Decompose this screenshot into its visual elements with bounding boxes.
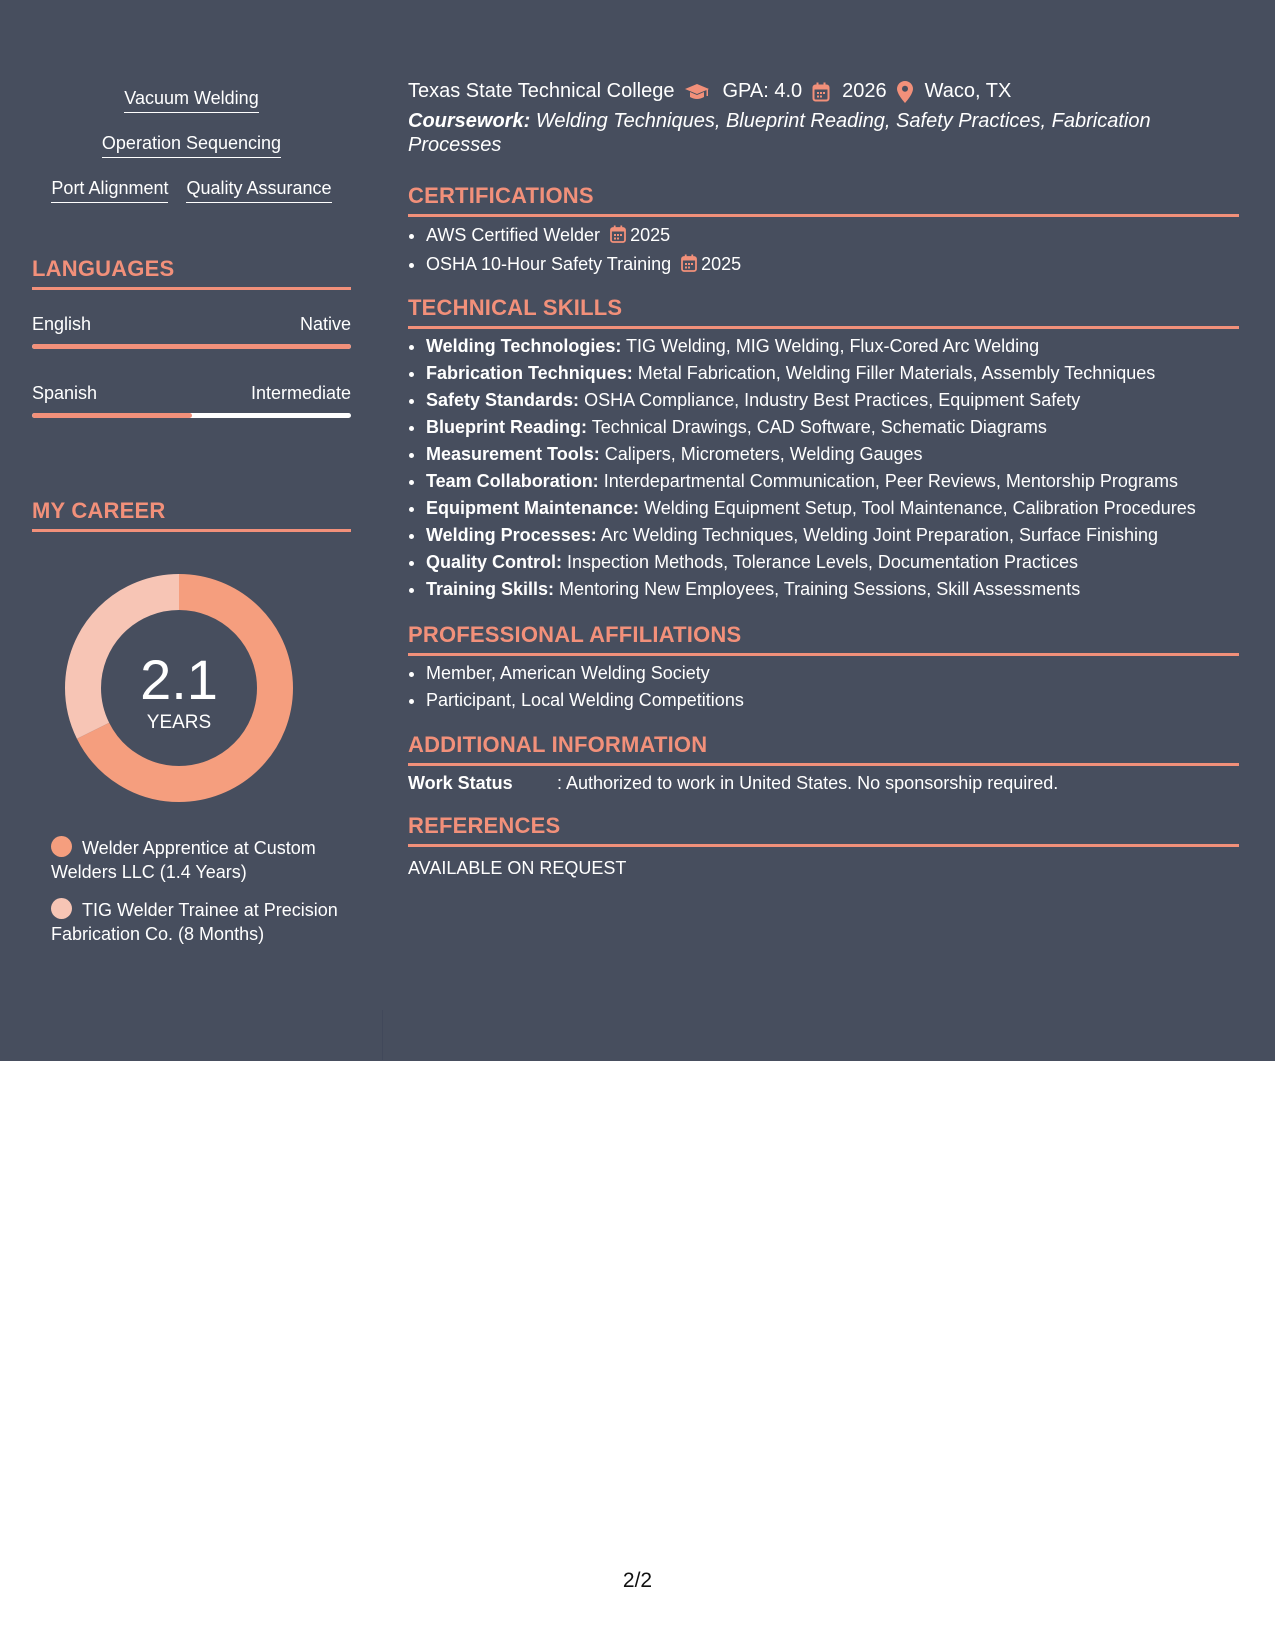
affiliations-title: PROFESSIONAL AFFILIATIONS [408, 622, 1239, 656]
legend-label: TIG Welder Trainee at Precision Fabrication Co. (8 Months) [51, 900, 338, 944]
language-bar-fill [32, 413, 192, 418]
list-item [426, 333, 1239, 360]
skill-label: Welding Technologies: [426, 336, 622, 356]
work-status-label: Work Status [408, 773, 513, 793]
skill-tag: Operation Sequencing [102, 133, 281, 158]
affiliations-list [408, 660, 1239, 714]
certification-name: OSHA 10-Hour Safety Training [426, 254, 672, 274]
list-item: • Participant, Local Welding Competitions [426, 687, 1239, 714]
skills-row [32, 133, 351, 158]
list-item [426, 222, 1239, 251]
skill-value: Inspection Methods, Tolerance Levels, Documentation Practices [567, 552, 1078, 572]
legend-dot [51, 898, 72, 919]
column-divider [382, 1010, 383, 1060]
certification-year: 2025 [701, 254, 742, 274]
certification-name: AWS Certified Welder [426, 225, 601, 245]
certifications-list [408, 222, 1239, 280]
gpa: GPA: 4.0 [722, 80, 803, 102]
legend-dot [51, 836, 72, 857]
list-item [426, 495, 1239, 522]
skills-row [32, 178, 351, 203]
list-item [426, 251, 1239, 280]
education-line [408, 80, 1239, 103]
career-legend [51, 836, 351, 960]
skill-value: OSHA Compliance, Industry Best Practices, Equipment Safety [584, 390, 1081, 410]
education-block [408, 80, 1239, 157]
skill-label: Measurement Tools: [426, 444, 600, 464]
skill-label: Blueprint Reading: [426, 417, 587, 437]
calendar-icon [681, 253, 697, 280]
language-spanish [32, 383, 351, 418]
skill-value: Calipers, Micrometers, Welding Gauges [604, 444, 923, 464]
technical-skills-list [408, 333, 1239, 603]
languages-title: LANGUAGES [32, 256, 351, 290]
calendar-icon [812, 82, 830, 102]
additional-info-title: ADDITIONAL INFORMATION [408, 732, 1239, 766]
skill-value: Technical Drawings, CAD Software, Schematic Diagrams [591, 417, 1047, 437]
language-name: English [32, 314, 92, 334]
list-item [426, 360, 1239, 387]
work-status [408, 773, 1239, 794]
skill-label: Fabrication Techniques: [426, 363, 633, 383]
legend-item [51, 898, 351, 946]
skill-value: TIG Welding, MIG Welding, Flux-Cored Arc Welding [626, 336, 1040, 356]
language-level: Intermediate [250, 383, 351, 403]
skill-label: Welding Processes: [426, 525, 597, 545]
certification-year: 2025 [630, 225, 671, 245]
language-level: Native [299, 314, 351, 334]
skill-value: Mentoring New Employees, Training Sessions, Skill Assessments [559, 579, 1081, 599]
career-title: MY CAREER [32, 498, 351, 532]
skill-value: Metal Fabrication, Welding Filler Materials, Assembly Techniques [637, 363, 1156, 383]
language-bar [32, 413, 351, 418]
language-name: Spanish [32, 383, 98, 403]
coursework [408, 109, 1239, 157]
legend-item [51, 836, 351, 884]
school-name: Texas State Technical College [408, 80, 675, 102]
skill-value: Welding Equipment Setup, Tool Maintenance, Calibration Procedures [644, 498, 1196, 518]
calendar-icon [610, 224, 626, 251]
certifications-title: CERTIFICATIONS [408, 183, 1239, 217]
references-title: REFERENCES [408, 813, 1239, 847]
technical-skills-title: TECHNICAL SKILLS [408, 295, 1239, 329]
legend-label: Welder Apprentice at Custom Welders LLC (1.4 Years) [51, 838, 316, 882]
career-total: 2.1 [140, 648, 218, 711]
location-pin-icon [897, 81, 913, 103]
list-item [426, 576, 1239, 603]
skill-value: Arc Welding Techniques, Welding Joint Preparation, Surface Finishing [600, 525, 1159, 545]
list-item [426, 522, 1239, 549]
skill-label: Team Collaboration: [426, 471, 599, 491]
graduation-cap-icon [684, 83, 710, 101]
career-unit: YEARS [146, 712, 212, 733]
skill-label: Quality Control: [426, 552, 562, 572]
skill-tag: Vacuum Welding [124, 88, 258, 113]
list-item [426, 549, 1239, 576]
skill-value: Interdepartmental Communication, Peer Reviews, Mentorship Programs [603, 471, 1178, 491]
language-bar-fill [32, 344, 351, 349]
page-number: 2/2 [622, 1569, 653, 1592]
skill-label: Safety Standards: [426, 390, 580, 410]
language-bar [32, 344, 351, 349]
graduation-year: 2026 [842, 80, 887, 102]
coursework-label: Coursework: [408, 110, 531, 132]
skill-label: Equipment Maintenance: [426, 498, 640, 518]
references-text: AVAILABLE ON REQUEST [408, 858, 627, 878]
list-item [426, 441, 1239, 468]
skill-tag: Port Alignment [51, 178, 168, 203]
location: Waco, TX [924, 80, 1012, 102]
skill-label: Training Skills: [426, 579, 555, 599]
language-english [32, 314, 351, 349]
career-donut-chart [59, 568, 299, 808]
list-item [426, 387, 1239, 414]
coursework-list: Welding Techniques, Blueprint Reading, Safety Practices, Fabrication Processes [408, 110, 1151, 156]
skills-row [32, 88, 351, 113]
work-status-value: : Authorized to work in United States. No sponsorship required. [557, 773, 1059, 793]
list-item [426, 414, 1239, 441]
list-item [426, 468, 1239, 495]
skill-tag: Quality Assurance [186, 178, 331, 203]
list-item: • Member, American Welding Society [426, 660, 1239, 687]
